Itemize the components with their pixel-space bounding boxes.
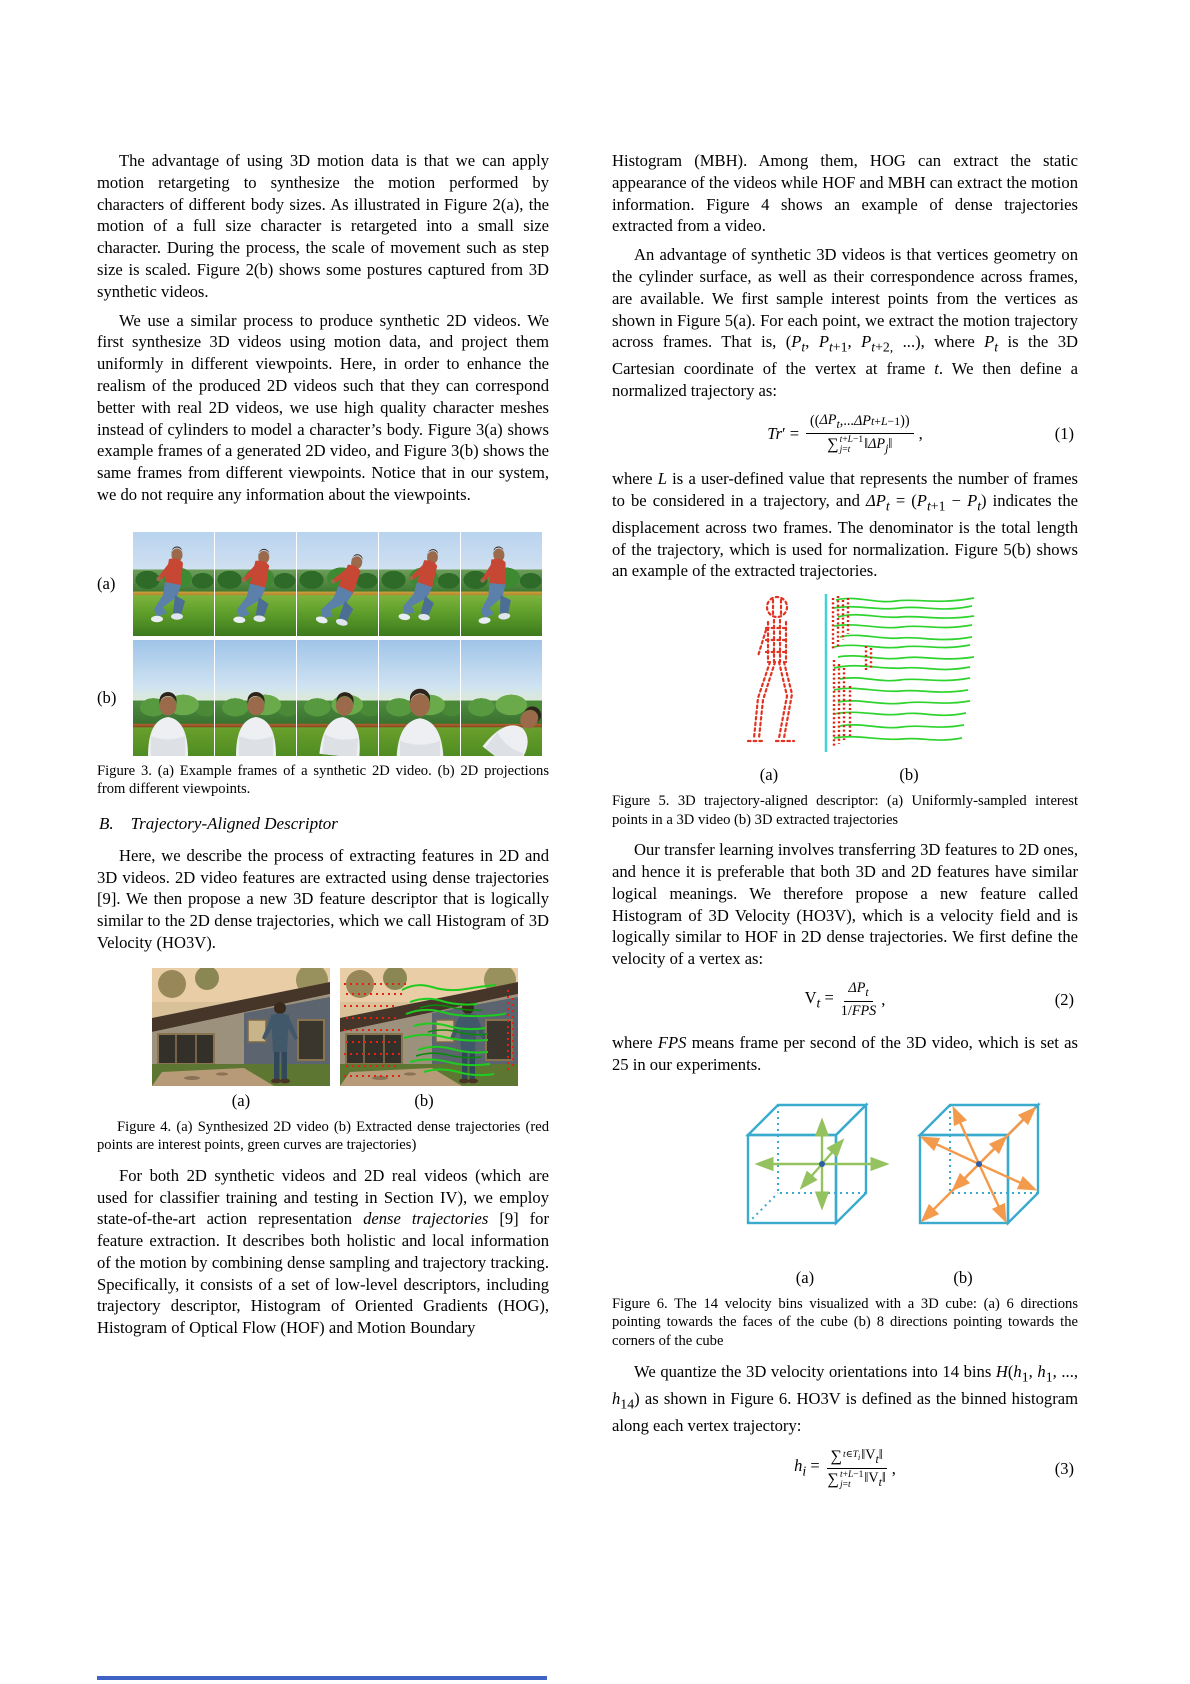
cube-a-center-point xyxy=(819,1161,825,1167)
synthetic-character-white xyxy=(138,690,198,756)
figure-3-caption: Figure 3. (a) Example frames of a synthetic 2D video. (b) 2D projections from different viewpoints. xyxy=(97,762,549,798)
paragraph: where L is a user-defined value that represents the number of frames to be considered in a trajectory, and $\Delta P_t = (P_{t+1} - P_t)$ indicates the displacement across two frames. The denominator is the total length of the trajectory, which is used for normalization. Figure 5(b) shows an example of the extracted trajectories. xyxy=(612,468,1079,581)
figure-6 xyxy=(612,1083,1078,1289)
figure-3-frames-row-a xyxy=(133,532,542,636)
equation-1-number: (1) xyxy=(1054,424,1074,444)
equation-3-lhs: $h_i$ = xyxy=(794,1456,820,1479)
synthetic-character-red xyxy=(144,544,204,634)
figure-3-frames-row-b xyxy=(133,640,542,756)
figure-5-caption: Figure 5. 3D trajectory-aligned descriptor: (a) Uniformly-sampled interest points in a 3D video (b) 3D extracted trajectories xyxy=(612,793,1078,828)
figure-5-sublabels xyxy=(674,764,1078,786)
left-column xyxy=(97,150,549,1346)
equation-3-fraction: ∑ $t\in T_i$ $‖V_t‖$ ∑ t+L−1 j=t $‖V_t‖$ xyxy=(827,1446,886,1491)
synthetic-character-white xyxy=(307,687,375,756)
video-frame xyxy=(133,532,214,636)
paragraph: Our transfer learning involves transferring 3D features to 2D ones, and hence it is preferable that both 3D and 2D features have similar logical meanings. We therefore propose a new feature called Histogram of 3D Velocity (HO3V), which is a velocity field and is logically similar to HOF in 2D dense trajectories. We first define the velocity of a vertex as: xyxy=(612,840,1078,969)
page-bottom-rule xyxy=(97,1676,547,1680)
paragraph: Histogram (MBH). Among them, HOG can extract the static appearance of the videos while HOF and MBH can extract the motion information. Figure 4 shows an example of dense trajectories extracted from a video. xyxy=(612,151,1078,236)
interest-points-figure xyxy=(748,597,794,741)
equation-2-lhs: $V_t$ = xyxy=(804,987,834,1010)
figure-4-sublabels xyxy=(152,1090,549,1112)
synthetic-character-red xyxy=(225,544,291,636)
synthetic-character-white xyxy=(384,686,455,756)
figure-5 xyxy=(612,590,1078,786)
velocity-bins-cube-diagram xyxy=(730,1083,1070,1263)
video-frame xyxy=(379,640,460,756)
trajectory-interest-points xyxy=(833,596,871,746)
paragraph: Here, we describe the process of extracting features in 2D and 3D videos. 2D video features are extracted using dense trajectories [9]. We then propose a new 3D feature descriptor that is logically similar to the 2D dense trajectories, which we call Histogram of 3D Velocity (HO3V). xyxy=(97,845,549,952)
figure-3-row-a xyxy=(97,532,549,636)
figure-3-row-b-label: (b) xyxy=(97,687,117,707)
paragraph: An advantage of synthetic 3D videos is that vertices geometry on the cylinder surface, as well as their correspondence across frames, are available. We first sample interest points from the vertices as shown in Figure 5(a). For each point, we extract the motion trajectory across frames. That is, ($P_t$, $P_{t+1}$, $P_{t+2,}$ ...), where $P_t$ is the 3D Cartesian coordinate of the vertex at frame t. We then define a normalized trajectory as: xyxy=(612,245,1079,401)
synthetic-character-red xyxy=(389,542,460,636)
equation-1-lhs: Tr′ = xyxy=(767,424,800,444)
dense-trajectories-image xyxy=(340,968,518,1086)
equation-2-number: (2) xyxy=(1054,990,1074,1010)
figure-3-row-a-label: (a) xyxy=(97,573,116,593)
trajectory-figure-image xyxy=(674,590,984,760)
video-frame xyxy=(379,532,460,636)
cube-b-center-point xyxy=(976,1161,982,1167)
section-heading-b: B. Trajectory-Aligned Descriptor xyxy=(99,813,338,833)
video-frame xyxy=(133,640,214,756)
paragraph: where FPS means frame per second of the 3D video, which is set as 25 in our experiments. xyxy=(612,1033,1078,1075)
video-frame xyxy=(461,532,542,636)
extracted-trajectories xyxy=(834,598,974,740)
figure-6-label-b: (b) xyxy=(953,1267,973,1287)
figure-3 xyxy=(97,532,549,756)
summation-symbol: ∑ t+L−1 j=t xyxy=(827,1469,864,1491)
figure-4-images xyxy=(152,968,549,1086)
synthetic-character-red xyxy=(465,541,533,635)
video-frame xyxy=(297,640,378,756)
paragraph: We quantize the 3D velocity orientations into 14 bins $H(h_1$, $h_1$, ..., $h_{14}$) as shown in Figure 6. HO3V is defined as the binned histogram along each vertex trajectory: xyxy=(612,1361,1079,1435)
equation-2-fraction: $\Delta P_t$ 1/ FPS xyxy=(840,980,877,1019)
paragraph: We use a similar process to produce synthetic 2D videos. We first synthesize 3D videos using motion data, and project them uniformly in different viewpoints. Here, in order to enhance the realism of the produced 2D videos such that they can correspond better with real 2D videos, we use high quality character meshes instead of cylinders to model a character’s body. Figure 3(a) shows example frames of a generated 2D video, and Figure 3(b) shows the same frames from different viewpoints. Notice that in our system, we do not require any information about the viewpoints. xyxy=(97,310,549,504)
right-column xyxy=(612,150,1078,1503)
figure-6-label-a: (a) xyxy=(795,1267,815,1287)
figure-3-row-b xyxy=(97,640,549,756)
figure-4-label-a: (a) xyxy=(231,1090,251,1110)
figure-4-caption: Figure 4. (a) Synthesized 2D video (b) Extracted dense trajectories (red points are interest points, green curves are trajectories) xyxy=(97,1118,549,1154)
video-frame xyxy=(297,532,378,636)
equation-2: $V_t$ = $\Delta P_t$ 1/ FPS , (2) xyxy=(804,980,1074,1019)
figure-4 xyxy=(97,968,549,1112)
video-frame xyxy=(215,532,296,636)
figure-6-sublabels xyxy=(730,1267,1078,1289)
equation-1: Tr′ = (( $\Delta P_t$ ,... ΔP t+L−1 )) ∑ t+L−1 j=t $‖\Delta P_j‖$ , (1) xyxy=(767,412,1074,456)
synthetic-character-white xyxy=(466,688,542,756)
video-frame xyxy=(461,640,542,756)
video-frame xyxy=(215,640,296,756)
figure-4-label-b: (b) xyxy=(414,1090,434,1110)
synthetic-character-white xyxy=(226,690,286,756)
summation-symbol: ∑ $t\in T_i$ xyxy=(830,1447,861,1465)
paragraph: For both 2D synthetic videos and 2D real videos (which are used for classifier training and testing in Section IV), we employ state-of-the-art action representation dense trajectories [9] for feature extraction. It describes both holistic and local information of the motion by combining dense sampling and trajectory tracking. Specifically, it consists of a set of low-level descriptors, including trajectory descriptor, Histogram of Oriented Gradients (HOG), Histogram of Optical Flow (HOF) and Motion Boundary xyxy=(97,1165,550,1338)
synthetic-character-red xyxy=(305,544,378,636)
equation-1-fraction: (( $\Delta P_t$ ,... ΔP t+L−1 )) ∑ t+L−1 j=t $‖\Delta P_j‖$ xyxy=(806,412,914,456)
figure-5-label-b: (b) xyxy=(899,765,919,785)
equation-3-number: (3) xyxy=(1054,1458,1074,1478)
paragraph: The advantage of using 3D motion data is that we can apply motion retargeting to synthesize the motion performed by characters of different body sizes. As illustrated in Figure 2(a), the motion of a full size character is retargeted into a small size character. During the process, the scale of movement such as step size is scaled. Figure 2(b) shows some postures captured from 3D synthetic videos. xyxy=(97,151,549,301)
figure-6-caption: Figure 6. The 14 velocity bins visualized with a 3D cube: (a) 6 directions pointing towards the faces of the cube (b) 8 directions pointing towards the corners of the cube xyxy=(612,1295,1078,1349)
synthesized-2d-video-image xyxy=(152,968,330,1086)
equation-3: $h_i$ = ∑ $t\in T_i$ $‖V_t‖$ ∑ t+L−1 j=t $‖V_t‖$ , (3) xyxy=(794,1446,1074,1491)
summation-symbol: ∑ t+L−1 j=t xyxy=(827,434,864,456)
figure-5-label-a: (a) xyxy=(759,765,779,785)
